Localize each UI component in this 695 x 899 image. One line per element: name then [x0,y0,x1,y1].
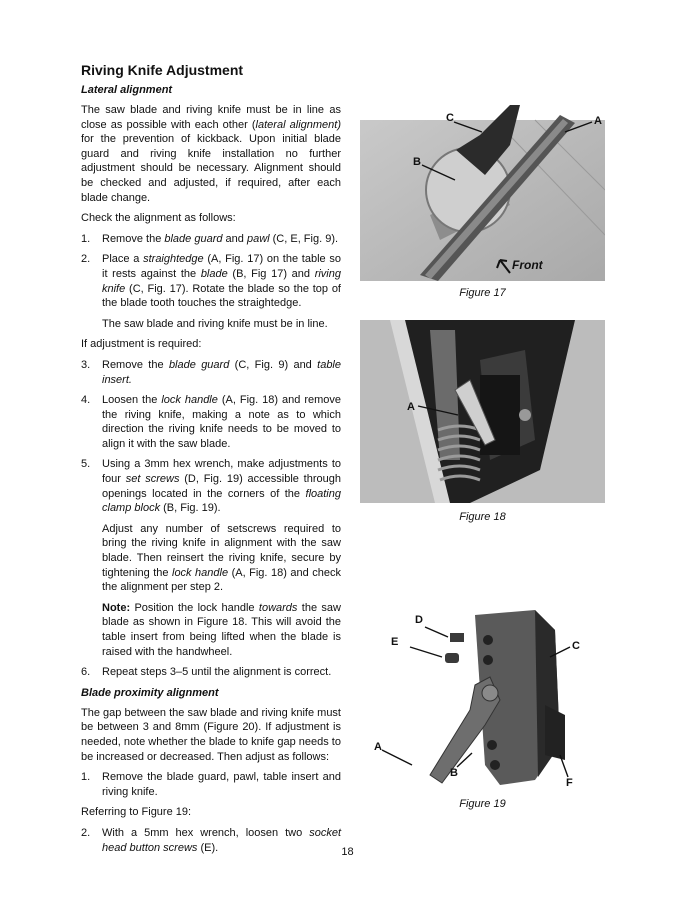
fig19-label-d: D [415,614,423,626]
lateral-step-5: 5. Using a 3mm hex wrench, make adjustments to four set screws (D, Fig. 19) accessible through openings located in the corners of the floating clamp block (B, Fig. 19). [81,458,341,515]
proximity-step-1: 1. Remove the blade guard, pawl, table insert and riving knife. [81,771,341,798]
lateral-note: Note: Position the lock handle towards the saw blade as shown in Figure 18. This will avoid the table insert from being lifted when the blade is raised with the handwheel. [102,601,341,658]
figure-18-photo [360,320,605,503]
lateral-step-2-note: The saw blade and riving knife must be in line. [102,317,328,330]
fig19-label-c: C [572,640,580,652]
lateral-heading: Lateral alignment [81,84,173,96]
proximity-intro: The gap between the saw blade and riving knife must be between 3 and 8mm (Figure 20). If adjustment is needed, note whether the blade to knife gap needs to be increased or decreased. Then adjust as follows: [81,706,341,763]
section-title: Riving Knife Adjustment [81,62,244,78]
lateral-step-6: 6. Repeat steps 3–5 until the alignment is correct. [81,666,332,679]
fig19-label-a: A [374,741,382,753]
fig18-label-a: A [407,401,415,413]
if-required-text: If adjustment is required: [81,338,202,351]
lateral-intro: The saw blade and riving knife must be in line as close as possible with each other (lateral alignment) for the prevention of kickback. Upon initial blade guard and riving knife installation no further adjustment should be necessary. Alignment should be checked and adjusted, if required, after each blade change. [81,104,341,204]
fig17-label-a: A [594,115,602,127]
fig17-label-b: B [413,156,421,168]
figure-18-caption: Figure 18 [459,511,506,523]
figure-18 [360,320,605,503]
front-label: Front [512,258,543,272]
fig17-label-c: C [446,112,454,124]
proximity-step-2: 2. With a 5mm hex wrench, loosen two socket head button screws (E). [81,826,341,854]
lateral-step-4: 4. Loosen the lock handle (A, Fig. 18) and remove the riving knife, making a note as to which direction the riving knife needs to be moved to align it with the saw blade. [81,394,342,450]
page-number: 18 [341,846,354,858]
fig19-label-e: E [391,636,399,648]
lateral-step-5-detail: Adjust any number of setscrews required to bring the riving knife in alignment with the saw blade. Then reinsert the riving knife, secure by tightening the lock handle (A, Fig. 18) and check the alignment per step 2. [102,522,341,594]
lateral-step-3: 3. Remove the blade guard (C, Fig. 9) and table insert. [81,358,341,386]
fig19-label-f: F [566,777,573,789]
figure-17 [360,105,605,281]
lateral-step-2: 2. Place a straightedge (A, Fig. 17) on the table so it rests against the blade (B, Fig 17) and riving knife (C, Fig. 17). Rotate the blade so the top of the blade tooth touches the straightedge. [81,253,342,310]
lateral-step-1: 1. Remove the blade guard and pawl (C, E, Fig. 9). [81,232,339,245]
text-column [81,62,341,861]
figure-19-drawing [360,605,605,795]
fig19-label-b: B [450,767,458,779]
proximity-heading: Blade proximity alignment [81,686,219,699]
figure-19-caption: Figure 19 [459,798,506,810]
refer-text: Referring to Figure 19: [81,806,192,819]
figure-17-caption: Figure 17 [459,287,506,299]
check-text: Check the alignment as follows: [81,212,236,225]
figure-19 [360,605,605,795]
figure-17-photo [360,105,605,281]
